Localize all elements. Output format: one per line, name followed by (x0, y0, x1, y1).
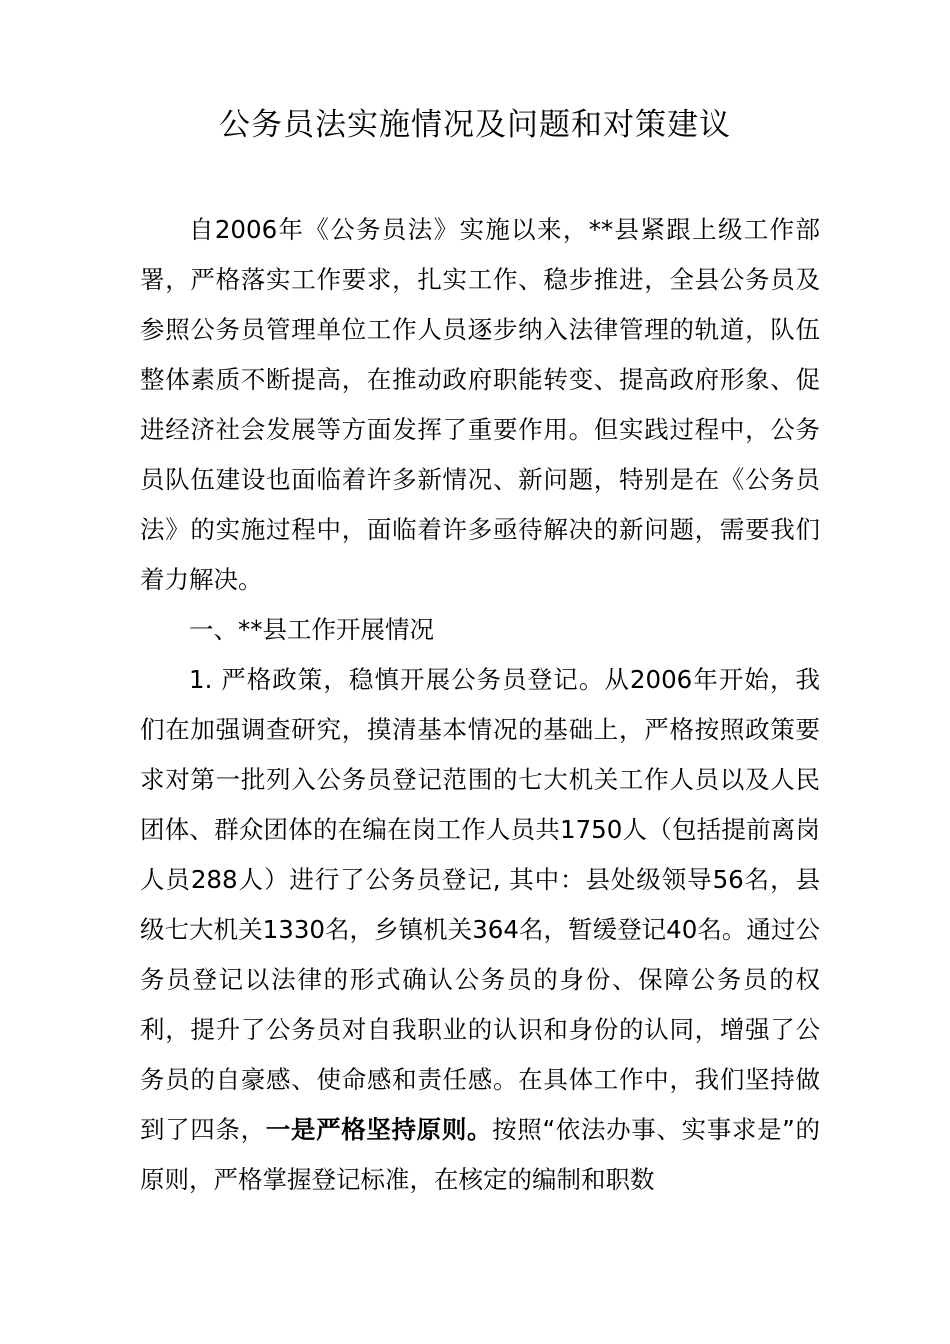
intro-paragraph: 自2006年《公务员法》实施以来，**县紧跟上级工作部署，严格落实工作要求，扎实工作、稳步推进，全县公务员及参照公务员管理单位工作人员逐步纳入法律管理的轨道，队伍整体素质不断提高，在推动政府职能转变、提高政府形象、促进经济社会发展等方面发挥了重要作用。但实践过程中，公务员队伍建设也面临着许多新情况、新问题，特别是在《公务员法》的实施过程中，面临着许多亟待解决的新问题，需要我们着力解决。 (140, 215, 820, 594)
item-text: 1. 严格政策，稳慎开展公务员登记。从2006年开始，我们在加强调查研究，摸清基本情况的基础上，严格按照政策要求对第一批列入公务员登记范围的七大机关工作人员以及人民团体、群众团体的在编在岗工作人员共1750人（包括提前离岗人员288人）进行了公务员登记, 其中：县处级领导56名，县级七大机关1330名，乡镇机关364名，暂缓登记40名。通过公务员登记以法律的形式确认公务员的身份、保障公务员的权利，提升了公务员对自我职业的认识和身份的认同，增强了公务员的自豪感、使命感和责任感。在具体工作中，我们坚持做到了四条， (140, 665, 820, 1144)
item-tail-text: 按照“依法办事、实事求是”的原则，严格掌握登记标准，在核定的编制和职数 (140, 1115, 821, 1194)
document-title: 公务员法实施情况及问题和对策建议 (219, 107, 731, 143)
section-heading: 一、**县工作开展情况 (189, 615, 434, 644)
item-bold-text: 一是严格坚持原则。 (265, 1115, 493, 1144)
document-body (140, 205, 820, 1205)
item-paragraph (140, 655, 820, 1205)
